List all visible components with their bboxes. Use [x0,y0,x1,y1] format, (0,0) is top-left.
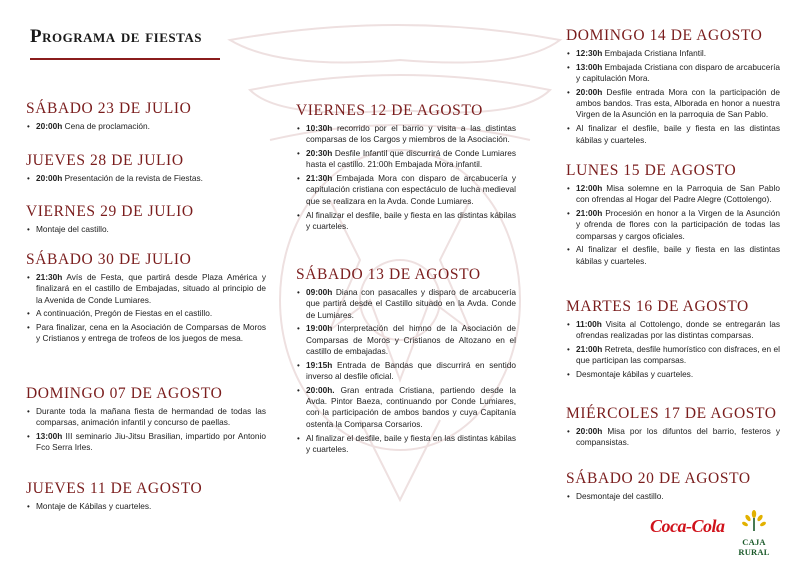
event-item [566,48,780,59]
event-item [26,308,266,319]
event-text: Embajada Mora con disparo de arcabucería y capitulación cristiana con espectáculo de lucha medieval que se realizara en la Avda. Conde Lumiares. [306,173,516,206]
event-item [566,208,780,242]
event-text: Desfile Infantil que discurrirá de Conde Lumiares hasta el castillo. 21:00h Embajada Mora infantil. [306,148,516,170]
event-item [566,123,780,146]
event-time: 20:00h [36,121,63,131]
event-item [26,224,266,235]
event-text: Al finalizar el desfile, baile y fiesta en las distintas kábilas y cuarteles. [576,123,780,145]
day-section [566,405,780,451]
day-section [26,152,266,187]
event-text: Durante toda la mañana fiesta de hermandad de todas las comparsas, animación infantil y concurso de paellas. [36,406,266,428]
event-item [296,433,516,456]
event-item [566,491,780,502]
day-section [566,298,780,383]
caja-rural-logo [726,510,782,557]
day-heading: DOMINGO 07 DE AGOSTO [26,385,223,402]
event-text: Desfile entrada Mora con la participación de ambos bandos. Tras esta, Alborada en honor a nuestra Virgen de la Asunción en la parroquia de San Pablo. [576,86,780,120]
event-time: 20:00h [576,86,603,97]
event-item [296,287,516,321]
event-time: 21:30h [306,173,333,184]
day-section [26,203,266,238]
event-text: Entrada de Bandas que discurrirá en sentido inverso al desfile oficial. [306,359,516,382]
event-time: 20:30h [306,148,333,159]
event-time: 20:00h [576,426,603,436]
event-item [296,360,516,383]
day-heading: VIERNES 12 DE AGOSTO [296,102,483,119]
day-heading: VIERNES 29 DE JULIO [26,203,194,220]
event-item [26,121,266,132]
event-text: Montaje del castillo. [36,224,109,234]
event-text: Procesión en honor a la Virgen de la Asunción y ofrenda de flores con la participación de todas las comparsas y cargos oficiales. [576,208,780,241]
event-text: Misa por los difuntos del barrio, festeros y compansistas. [576,426,780,448]
event-text: III seminario Jiu-Jitsu Brasilian, impartido por Antonio Fco Serra Irles. [36,431,266,453]
event-text: Embajada Cristiana Infantil. [602,48,707,58]
day-heading: MARTES 16 DE AGOSTO [566,298,749,315]
event-text: Gran entrada Cristiana, partiendo desde la Avda. Pintor Baeza, continuando por Conde Lumiares, con la participación de ambos bandos y cuya Capitanía ostenta la Comparsa Corsarios. [306,384,516,429]
day-section [26,480,266,515]
wheat-icon [739,510,769,532]
day-heading: MIÉRCOLES 17 DE AGOSTO [566,405,777,422]
event-item [296,123,516,146]
day-heading: SÁBADO 30 DE JULIO [26,251,192,268]
event-text: Presentación de la revista de Fiestas. [62,173,203,183]
day-section [26,100,266,135]
day-section [566,162,780,270]
event-text: Desmontaje kábilas y cuarteles. [576,369,694,380]
event-time: 21:00h [576,208,603,219]
page-title: Programa de fiestas [30,26,202,47]
event-item [296,385,516,430]
event-item [566,87,780,121]
event-item [296,323,516,357]
event-time: 19:15h [306,359,333,370]
event-item [296,210,516,233]
event-item [26,322,266,345]
event-text: Retreta, desfile humorístico con disfraces, en el que participan las comparsas. [576,344,780,366]
event-text: Diana con pasacalles y disparo de arcabucería que partirá desde el Castillo situado en la Avda. Conde de Lumiares. [306,287,516,320]
event-time: 11:00h [576,319,602,329]
sponsor-logos [650,510,790,555]
event-text: Misa solemne en la Parroquia de San Pablo con ofrendas al Hogar del Padre Alegre (Cottolengo). [576,183,780,205]
coca-cola-logo: Coca-Cola [650,516,725,536]
event-text: recorrido por el barrio y visita a las distintas comparsas de los Cargos y miembros de la Asociación. [306,123,516,145]
event-time: 13:00h [576,61,603,72]
event-item [566,62,780,85]
event-item [566,426,780,449]
event-item [566,183,780,206]
day-heading: SÁBADO 13 DE AGOSTO [296,266,481,283]
event-text: Visita al Cottolengo, donde se entregarán las ofrendas realizadas por las distintas comparsas. [576,319,780,341]
event-text: Desmontaje del castillo. [576,491,664,501]
event-text: Avís de Festa, que partirá desde Plaza América y finalizará en el castillo de Embajadas, situado al principio de la Avenida de Conde Lumiares. [36,272,266,305]
event-item [26,406,266,429]
day-section [26,251,266,347]
day-heading: SÁBADO 20 DE AGOSTO [566,470,751,487]
day-heading: DOMINGO 14 DE AGOSTO [566,27,763,44]
caja-rural-label: CAJA RURAL [738,537,770,557]
event-item [566,344,780,367]
day-section [566,27,780,148]
event-text: Montaje de Kábilas y cuarteles. [36,501,152,511]
event-item [296,148,516,171]
title-block [30,26,202,48]
day-heading: LUNES 15 DE AGOSTO [566,162,737,179]
event-text: A continuación, Pregón de Fiestas en el castillo. [36,308,213,319]
event-time: 09:00h [306,287,333,297]
day-section [296,102,516,235]
event-time: 13:00h [36,431,63,442]
event-item [26,431,266,454]
event-time: 20:00h [36,173,63,183]
event-text: Embajada Cristiana con disparo de arcabucería y capitulación Mora. [576,61,780,84]
event-text: Al finalizar el desfile, baile y fiesta en las distintas kábilas y cuarteles. [576,244,780,266]
event-time: 20:00h. [306,384,335,395]
event-item [566,319,780,342]
day-section [26,385,266,456]
day-section [296,266,516,458]
event-item [26,173,266,184]
event-text: Al finalizar el desfile, baile y fiesta en las distintas kábilas y cuarteles. [306,209,516,231]
event-text: Cena de proclamación. [62,121,150,131]
event-time: 10:30h [306,123,333,133]
day-heading: JUEVES 28 DE JULIO [26,152,184,169]
day-section [566,470,780,505]
event-item [26,501,266,512]
event-item [26,272,266,306]
event-time: 12:30h [576,48,603,58]
event-item [566,369,780,380]
event-text: Al finalizar el desfile, baile y fiesta en las distintas kábilas y cuarteles. [306,432,516,454]
title-underline [30,58,220,60]
event-time: 21:30h [36,272,63,282]
event-time: 21:00h [576,344,603,355]
event-item [296,173,516,207]
event-time: 19:00h [306,323,333,334]
event-item [566,244,780,267]
event-text: Interpretación del himno de la Asociación de Comparsas de Moros y Cristianos de Altozano en el castillo de embajadas. [306,323,516,356]
day-heading: SÁBADO 23 DE JULIO [26,100,192,117]
event-text: Para finalizar, cena en la Asociación de Comparsas de Moros y Cristianos y entrega de trofeos de los juegos de mesa. [36,322,266,344]
event-time: 12:00h [576,183,603,193]
day-heading: JUEVES 11 DE AGOSTO [26,480,203,497]
